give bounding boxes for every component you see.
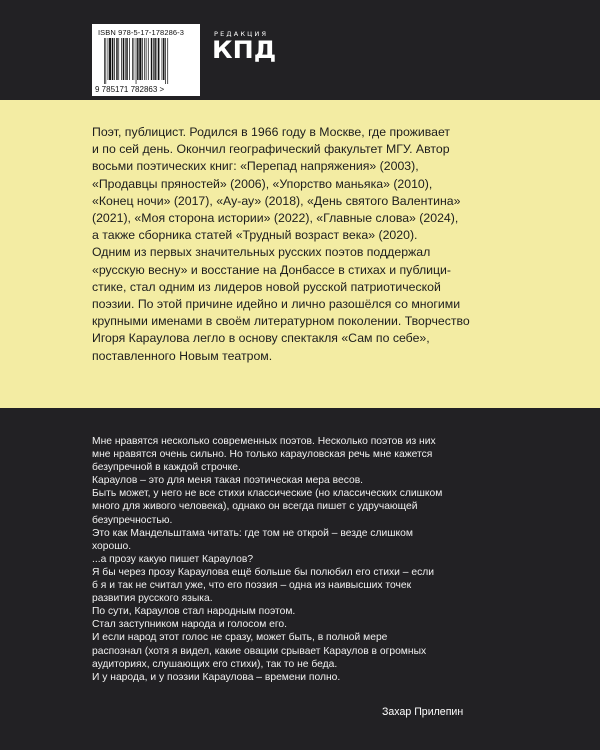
review-line: развития русского языка. [92,593,213,605]
barcode-bar [139,38,141,80]
barcode-bar [142,38,143,80]
barcode-digits: 9 785171 782863 > [95,85,165,94]
barcode-bar [112,38,113,80]
review-author: Захар Прилепин [382,706,464,718]
bio-line: (2021), «Моя сторона истории» (2022), «Главные слова» (2024), [92,211,459,226]
bio-line: стике, стал одним из лидеров новой русской патриотической [92,279,441,294]
review-line: безупречностью. [92,514,173,526]
review-line: Мне нравятся несколько современных поэтов. Несколько поэтов из них [92,436,436,447]
barcode-bar [157,38,158,80]
barcode-bar [144,38,145,80]
barcode-bar [163,38,164,80]
barcode-bar [114,38,115,80]
bio-line: восьми поэтических книг: «Перепад напряжения» (2003), [92,159,419,174]
review-line: распознал (хотя я видел, какие овации срывает Караулов в огромных [92,645,427,657]
barcode-bar [116,38,117,80]
barcode-bars [104,38,192,84]
barcode-bar [121,38,122,80]
review-line: И у народа, и у поэзии Караулова – времени полно. [92,671,341,683]
barcode-bar [151,38,152,80]
barcode-bar [129,38,130,80]
barcode-bar [125,38,126,80]
review-line: аудиториях, слушающих его стихи), так то не беда. [92,658,338,670]
bio-line: и по сей день. Окончил географический факультет МГУ. Автор [92,142,450,157]
bio-line: поставленного Новым театром. [92,348,273,363]
review-line: б я и так не считал уже, что его поэзия – одна из наивысших точек [92,580,412,592]
bio-line: «Конец ночи» (2017), «Ау-ау» (2018), «День святого Валентина» [92,193,461,208]
bio-line: «русскую весну» и восстание на Донбассе в стихах и публици- [92,262,452,277]
review-line: много для живого человека), однако он всегда пишет с удручающей [92,501,418,513]
bio-line: «Продавцы пряностей» (2006), «Упорство маньяка» (2010), [92,176,433,191]
publisher-logo [212,30,282,70]
barcode-bar [162,38,163,80]
review-line: Быть может, у него не все стихи классические (но классических слишком [92,488,443,500]
review-line: хорошо. [92,540,132,552]
barcode-bar [108,38,109,80]
barcode-bar [132,38,133,80]
bio-line: поэзии. По этой причине идейно и лично разошёлся со многими [92,297,461,312]
review-line: Это как Мандельштама читать: где том не открой – везде слишком [92,527,413,539]
author-bio-panel [0,100,600,408]
bio-line: Поэт, публицист. Родился в 1966 году в Москве, где проживает [92,125,451,139]
review-line: Караулов – это для меня такая поэтическая мера весов. [92,475,364,487]
review-line: И если народ этот голос не сразу, может быть, в полной мере [92,632,388,644]
review-line: ...а прозу какую пишет Караулов? [92,553,254,565]
barcode-bar [104,38,105,84]
barcode-bar [167,38,168,84]
review-line: Я бы через прозу Караулова ещё больше бы полюбил его стихи – если [92,566,434,578]
author-bio [92,124,492,365]
barcode-bar [165,38,166,84]
barcode-bar [146,38,147,80]
barcode-bar [109,38,111,80]
publisher-caption: РЕДАКЦИЯ [214,30,269,38]
bio-line: Игоря Караулова легло в основу спектакля «Сам по себе», [92,331,430,346]
barcode-bar [154,38,155,80]
publisher-logo-text: КПД [212,36,277,64]
isbn-label: ISBN 978-5-17-178286-3 [98,28,185,37]
barcode-bar [126,38,127,80]
barcode [92,24,200,96]
barcode-bar [123,38,124,80]
barcode-bar [134,38,135,80]
barcode-bar [105,38,106,84]
barcode-bar [118,38,119,80]
barcode-bar [136,38,137,84]
bio-line: Одним из первых значительных русских поэтов поддержал [92,245,431,260]
review-line: мне нравятся очень сильно. Но только карауловская речь мне кажется [92,449,433,461]
review-line: По сути, Караулов стал народным поэтом. [92,606,296,618]
barcode-bar [158,38,159,80]
review-line: Стал заступником народа и голосом его. [92,619,288,631]
review-quote [92,435,522,684]
barcode-bar [137,38,138,80]
bio-line: а также сборника статей «Трудный возраст века» (2020). [92,228,418,243]
barcode-bar [148,38,149,80]
barcode-bar [153,38,154,80]
review-line: безупречной в каждой строчке. [92,462,241,474]
bio-line: крупными именами в своём литературном поколении. Творчество [92,314,470,329]
